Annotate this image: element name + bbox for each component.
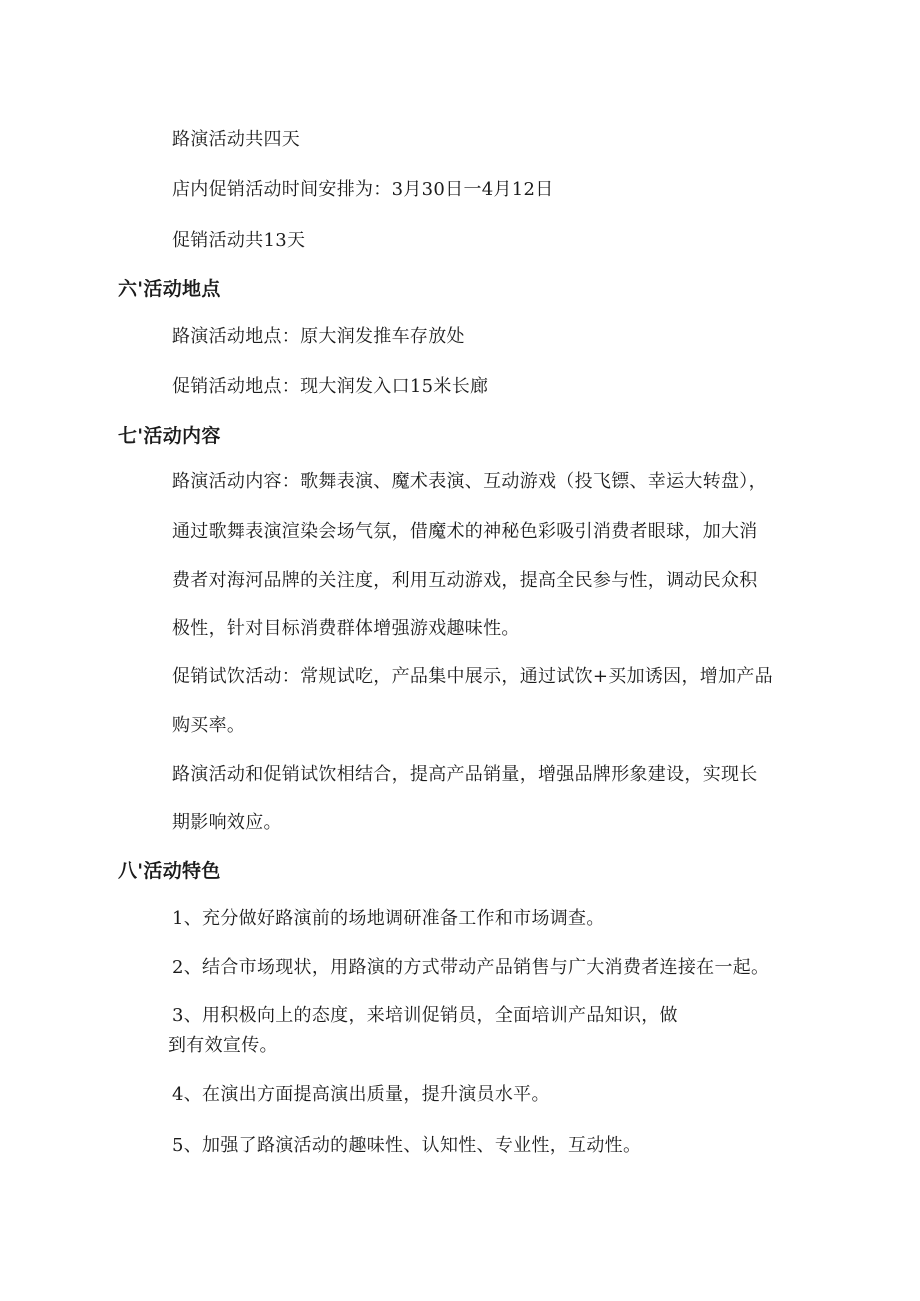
content-paragraph-line: 路演活动和促销试饮相结合，提高产品销量，增强品牌形象建设，实现长	[172, 764, 758, 785]
content-paragraph-line: 促销试饮活动：常规试吃，产品集中展示，通过试饮+买加诱因，增加产品	[172, 666, 773, 687]
content-paragraph-line: 路演活动内容：歌舞表演、魔术表演、互动游戏（投飞镖、幸运大转盘），	[172, 471, 767, 492]
section-heading-content: 七'活动内容	[118, 425, 221, 447]
feature-item: 5、加强了路演活动的趣味性、认知性、专业性，互动性。	[172, 1135, 642, 1156]
feature-item: 3、用积极向上的态度，来培训促销员，全面培训产品知识，做	[172, 1005, 678, 1026]
roadshow-location: 路演活动地点：原大润发推车存放处	[172, 326, 465, 347]
section-heading-features: 八'活动特色	[118, 860, 221, 882]
feature-item-continued: 到有效宣传。	[168, 1035, 278, 1056]
feature-item: 1、充分做好路演前的场地调研准备工作和市场调查。	[172, 908, 605, 929]
schedule-roadshow-days: 路演活动共四天	[172, 129, 301, 150]
content-paragraph-line: 极性，针对目标消费群体增强游戏趣味性。	[172, 618, 520, 639]
feature-item: 2、结合市场现状，用路演的方式带动产品销售与广大消费者连接在一起。	[172, 957, 770, 978]
promo-location: 促销活动地点：现大润发入口15米长廊	[172, 376, 489, 397]
content-paragraph-line: 通过歌舞表演渲染会场气氛，借魔术的神秘色彩吸引消费者眼球，加大消	[172, 521, 758, 542]
content-paragraph-line: 费者对海河品牌的关注度，利用互动游戏，提高全民参与性，调动民众积	[172, 570, 758, 591]
content-paragraph-line: 购买率。	[172, 715, 246, 736]
schedule-promo-days: 促销活动共13天	[172, 230, 306, 251]
schedule-promo-dates: 店内促销活动时间安排为：3月30日一4月12日	[172, 179, 554, 200]
section-heading-location: 六'活动地点	[118, 278, 221, 300]
content-paragraph-line: 期影响效应。	[172, 812, 282, 833]
feature-item: 4、在演出方面提高演出质量，提升演员水平。	[172, 1084, 550, 1105]
